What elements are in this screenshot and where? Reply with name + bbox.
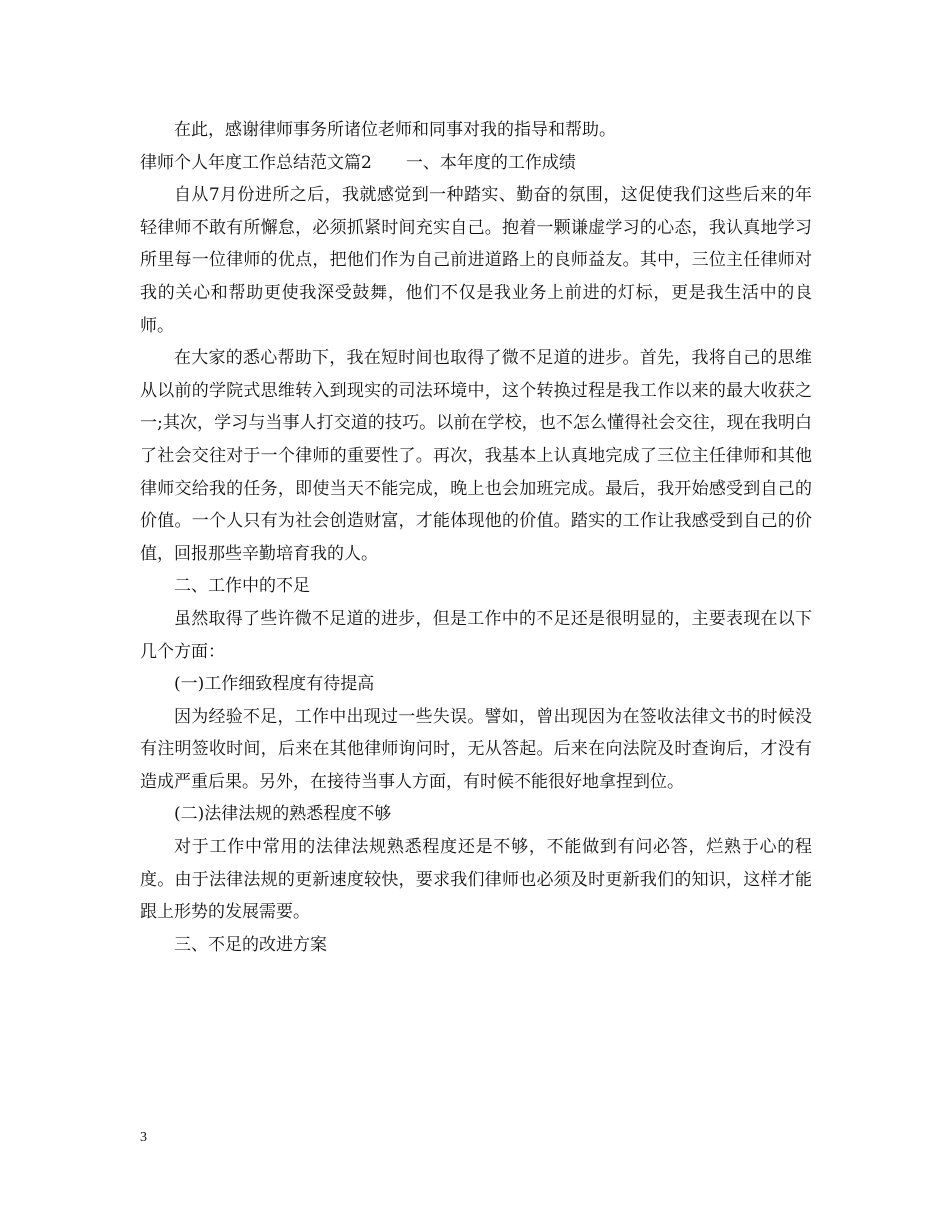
paragraph-law-familiarity: 对于工作中常用的法律法规熟悉程度还是不够，不能做到有问必答，烂熟于心的程度。由于法律法规的更新速度较快，要求我们律师也必须及时更新我们的知识，这样才能跟上形势的发展需要。 (140, 837, 812, 923)
paragraph-thanks: 在此，感谢律师事务所诸位老师和同事对我的指导和帮助。 (174, 120, 616, 140)
paragraph-detail: 因为经验不足，工作中出现过一些失误。譬如，曾出现因为在签收法律文书的时候没有注明签收时间，后来在其他律师询问时，无从答起。后来在向法院及时查询后，才没有造成严重后果。另外，在接待当事人方面，有时候不能很好地拿捏到位。 (140, 706, 812, 792)
page-number: 3 (140, 1130, 147, 1145)
paragraph-progress: 在大家的悉心帮助下，我在短时间也取得了微不足道的进步。首先，我将自己的思维从以前的学院式思维转入到现实的司法环境中，这个转换过程是我工作以来的最大收获之一;其次，学习与当事人打交道的技巧。以前在学校，也不怎么懂得社会交往，现在我明白了社会交往对于一个律师的重要性了。再次，我基本上认真地完成了三位主任律师和其他律师交给我的任务，即使当天不能完成，晚上也会加班完成。最后，我开始感受到自己的价值。一个人只有为社会创造财富，才能体现他的价值。踏实的工作让我感受到自己的价值，回报那些辛勤培育我的人。 (140, 348, 812, 564)
paragraph-intro: 自从7月份进所之后，我就感觉到一种踏实、勤奋的氛围，这促使我们这些后来的年轻律师不敢有所懈怠，必须抓紧时间充实自己。抱着一颗谦虚学习的心态，我认真地学习所里每一位律师的优点，把他们作为自己前进道路上的良师益友。其中，三位主任律师对我的关心和帮助更使我深受鼓舞，他们不仅是我业务上前进的灯标，更是我生活中的良师。 (140, 185, 812, 336)
subheading-detail: (一)工作细致程度有待提高 (174, 674, 375, 695)
heading-shortcomings: 二、工作中的不足 (174, 576, 310, 597)
subheading-law-familiarity: (二)法律法规的熟悉程度不够 (174, 804, 392, 825)
document-body (140, 114, 812, 961)
heading-improvement-plan: 三、不足的改进方案 (174, 934, 327, 955)
paragraph-shortcomings-intro: 虽然取得了些许微不足道的进步，但是工作中的不足还是很明显的，主要表现在以下几个方面： (140, 608, 812, 662)
paragraph-section-title: 律师个人年度工作总结范文篇2 一、本年度的工作成绩 (140, 152, 576, 173)
